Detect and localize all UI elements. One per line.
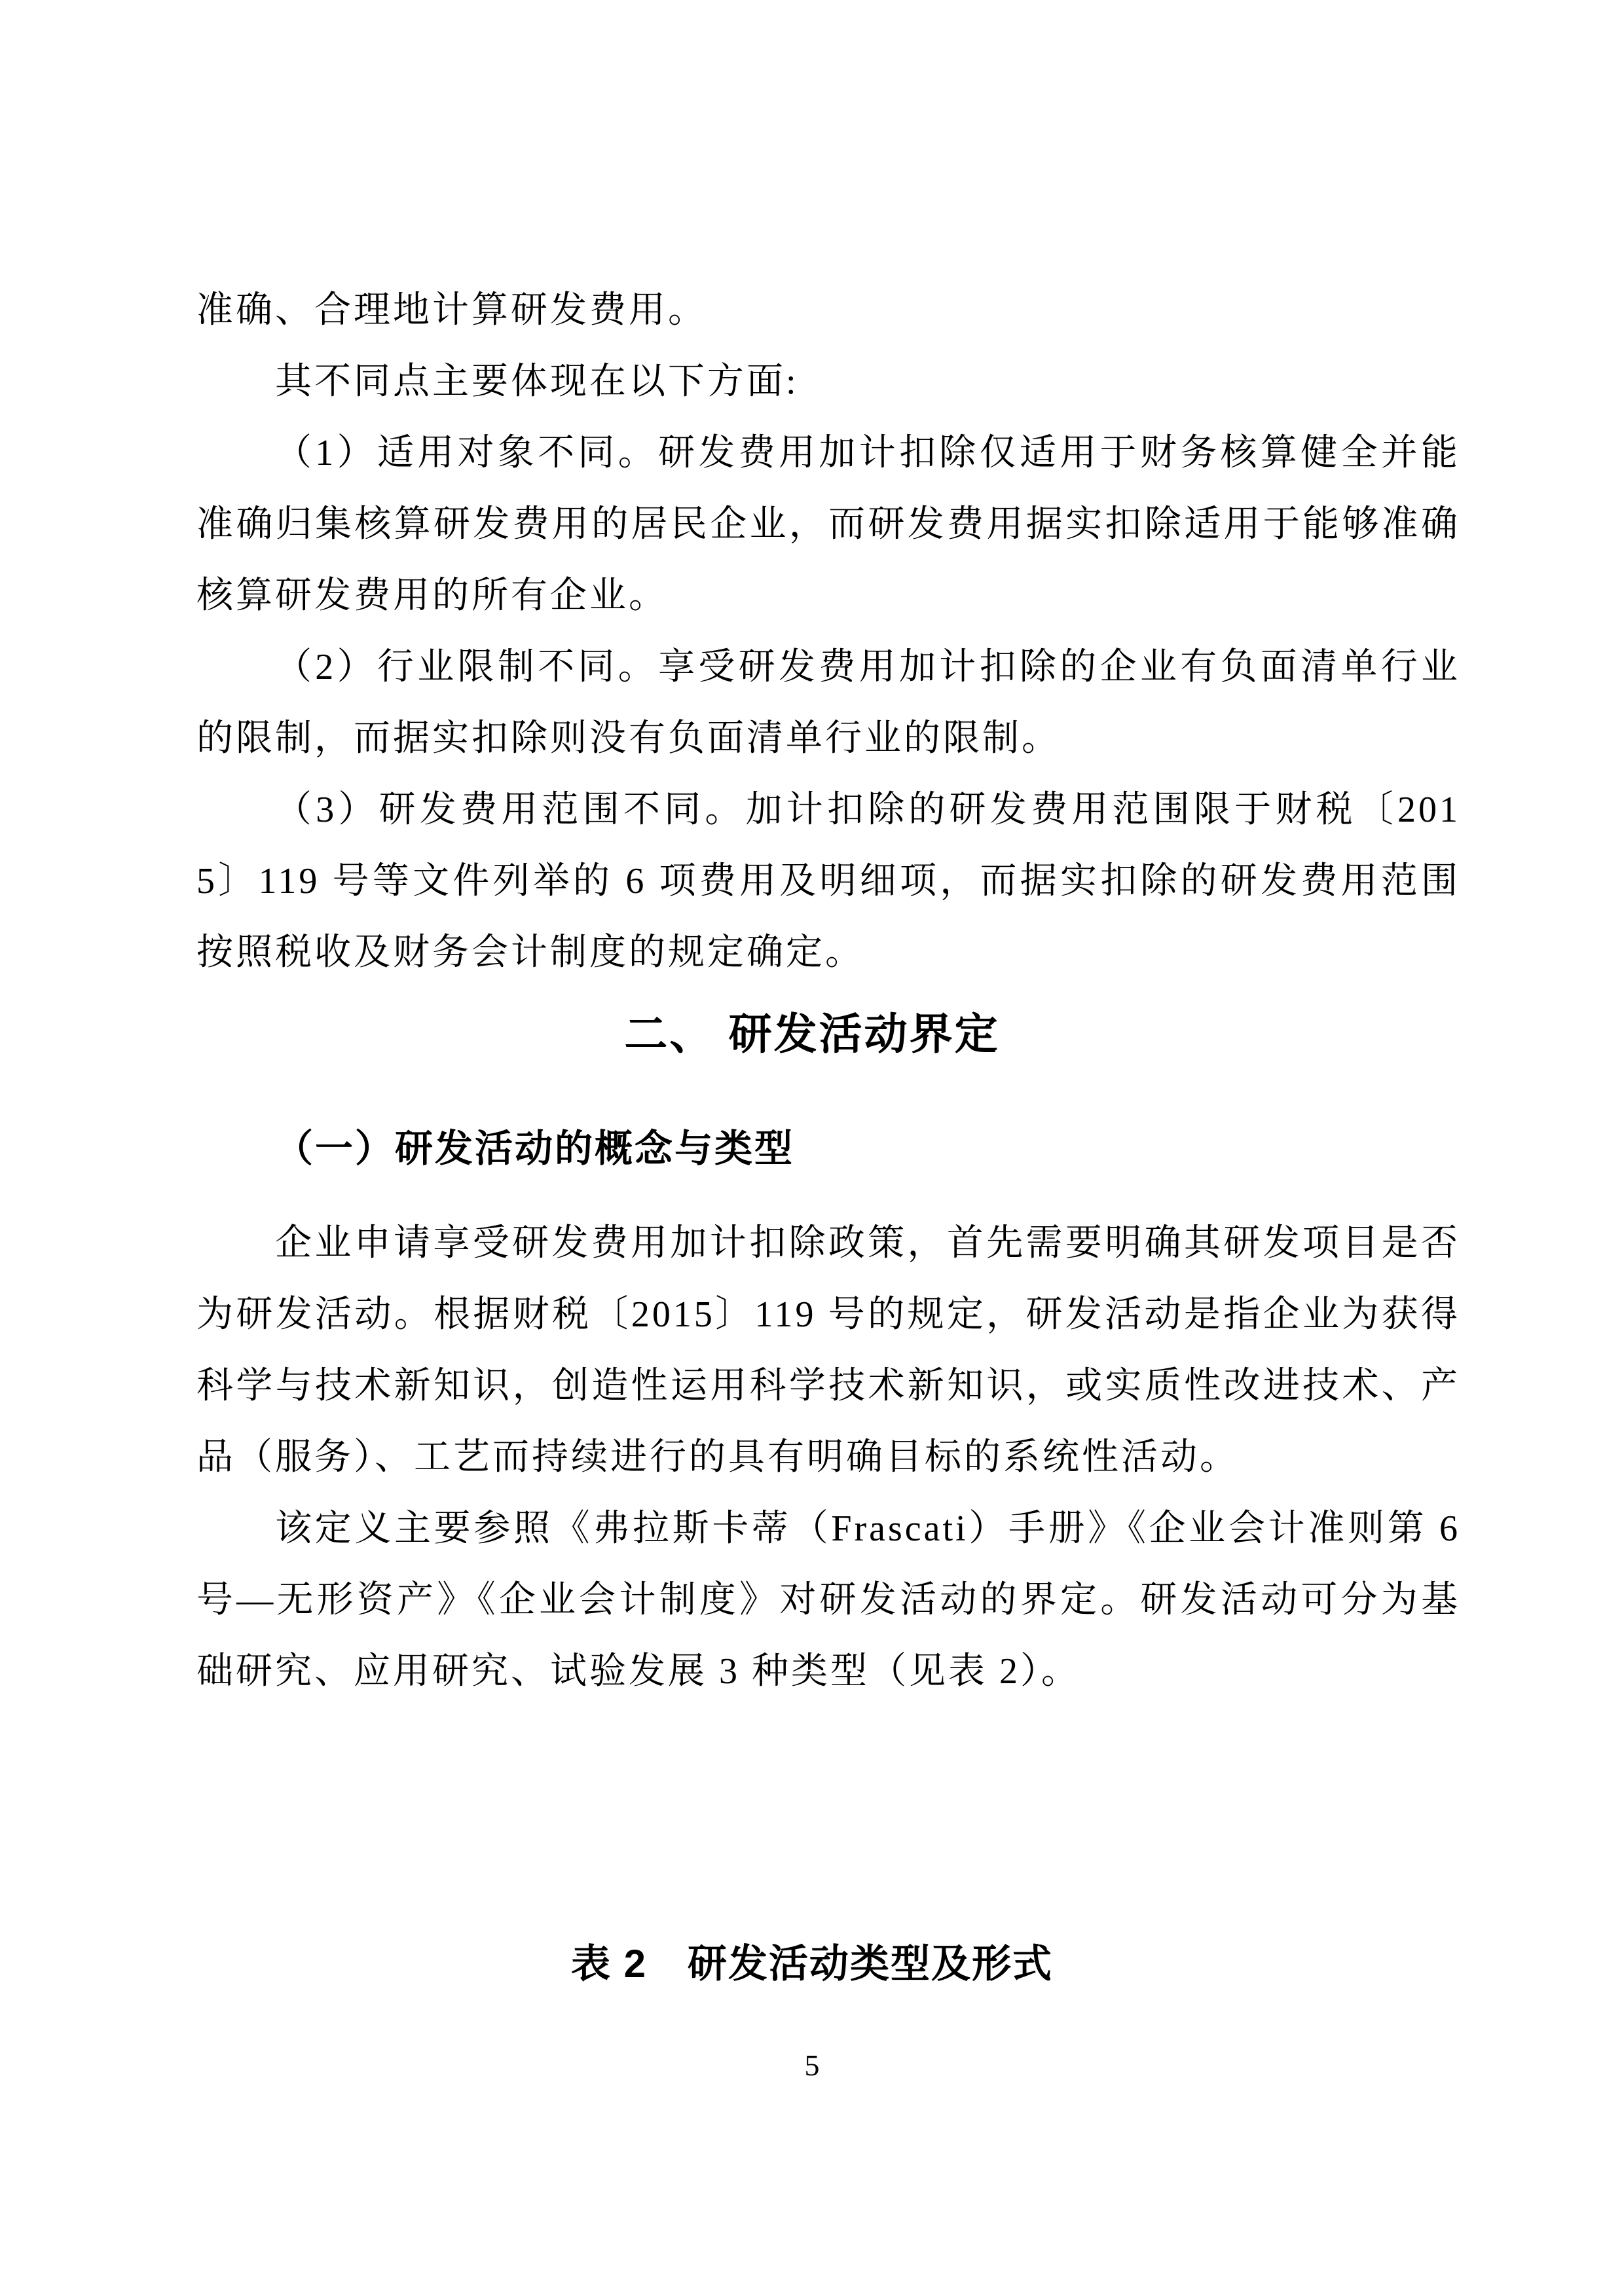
body-paragraph-item-3: （3）研发费用范围不同。加计扣除的研发费用范围限于财税〔2015〕119 号等文件列举的 6 项费用及明细项，而据实扣除的研发费用范围按照税收及财务会计制度的规定确定。 <box>196 790 1460 973</box>
body-paragraph: 其不同点主要体现在以下方面: <box>275 361 799 402</box>
body-paragraph-reference: 该定义主要参照《弗拉斯卡蒂（Frascati）手册》《企业会计准则第 6 号—无形资产》《企业会计制度》对研发活动的界定。研发活动可分为基础研究、应用研究、试验发展 3 种类型（见表 2）。 <box>196 1508 1460 1692</box>
table-caption: 表 2 研发活动类型及形式 <box>570 1942 1054 1986</box>
subsection-heading: （一）研发活动的概念与类型 <box>275 1127 795 1170</box>
body-paragraph-item-1: （1）适用对象不同。研发费用加计扣除仅适用于财务核算健全并能准确归集核算研发费用的居民企业，而研发费用据实扣除适用于能够准确核算研发费用的所有企业。 <box>196 433 1460 616</box>
page-number: 5 <box>804 2049 820 2082</box>
body-paragraph-item-2: （2）行业限制不同。享受研发费用加计扣除的企业有负面清单行业的限制，而据实扣除则没有负面清单行业的限制。 <box>196 647 1460 759</box>
body-paragraph-definition: 企业申请享受研发费用加计扣除政策，首先需要明确其研发项目是否为研发活动。根据财税〔2015〕119 号的规定，研发活动是指企业为获得科学与技术新知识，创造性运用科学技术新知识，或实质性改进技术、产品（服务）、工艺而持续进行的具有明确目标的系统性活动。 <box>196 1223 1460 1478</box>
body-paragraph-continuation: 准确、合理地计算研发费用。 <box>196 290 707 331</box>
section-heading: 二、 研发活动界定 <box>624 1010 1000 1058</box>
